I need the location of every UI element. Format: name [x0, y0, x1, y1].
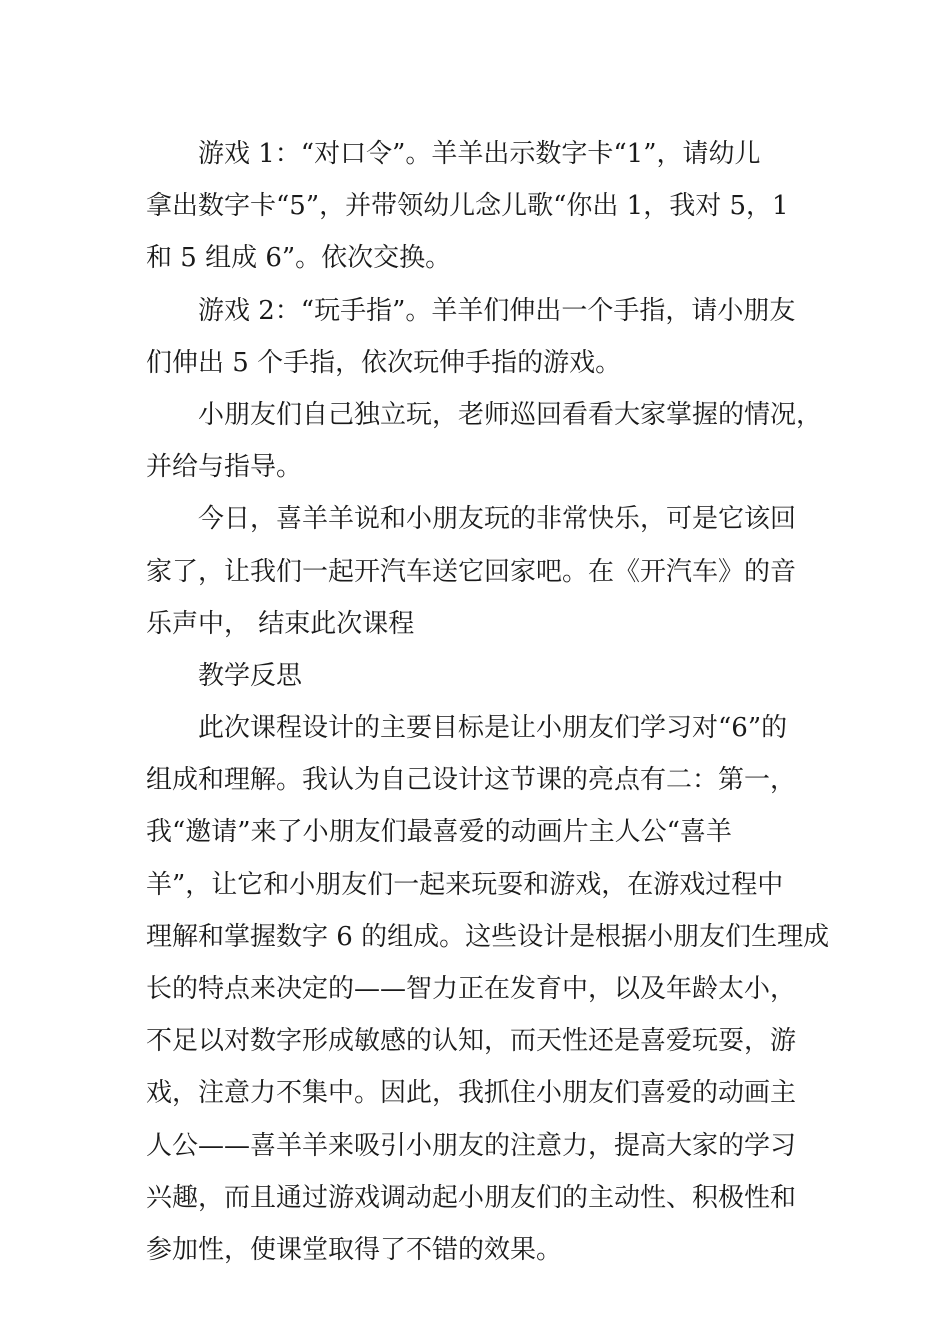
text-line: 今日，喜羊羊说和小朋友玩的非常快乐，可是它该回 — [198, 504, 797, 535]
text-line: 不足以对数字形成敏感的认知，而天性还是喜爱玩耍，游 — [146, 1026, 797, 1057]
text-line: 戏，注意力不集中。因此，我抓住小朋友们喜爱的动画主 — [146, 1078, 797, 1109]
text-line: 拿出数字卡“5”，并带领幼儿念儿歌“你出 1，我对 5，1 — [146, 191, 789, 222]
text-line: 组成和理解。我认为自己设计这节课的亮点有二：第一， — [146, 765, 797, 796]
text-line: 并给与指导。 — [146, 452, 303, 483]
text-line: 小朋友们自己独立玩，老师巡回看看大家掌握的情况， — [198, 399, 823, 430]
text-line: 人公——喜羊羊来吸引小朋友的注意力，提高大家的学习 — [146, 1130, 797, 1161]
text-line: 羊”，让它和小朋友们一起来玩耍和游戏，在游戏过程中 — [146, 869, 784, 900]
text-line: 游戏 1：“对口令”。羊羊出示数字卡“1”，请幼儿 — [198, 139, 761, 169]
text-line: 此次课程设计的主要目标是让小朋友们学习对“6”的 — [198, 713, 788, 744]
text-line: 乐声中， 结束此次课程 — [146, 608, 415, 639]
text-line: 教学反思 — [198, 660, 303, 691]
text-line: 兴趣，而且通过游戏调动起小朋友们的主动性、积极性和 — [146, 1182, 797, 1213]
text-line: 家了，让我们一起开汽车送它回家吧。在《开汽车》的音 — [146, 556, 797, 587]
text-line: 们伸出 5 个手指，依次玩伸手指的游戏。 — [146, 347, 622, 378]
document-body — [146, 128, 830, 1276]
text-line: 我“邀请”来了小朋友们最喜爱的动画片主人公“喜羊 — [146, 817, 732, 848]
text-line: 理解和掌握数字 6 的组成。这些设计是根据小朋友们生理成 — [146, 921, 830, 952]
text-line: 参加性，使课堂取得了不错的效果。 — [146, 1234, 563, 1265]
text-line: 和 5 组成 6”。依次交换。 — [146, 243, 452, 274]
text-line: 长的特点来决定的——智力正在发育中，以及年龄太小， — [146, 974, 797, 1004]
text-line: 游戏 2：“玩手指”。羊羊们伸出一个手指，请小朋友 — [198, 295, 796, 326]
